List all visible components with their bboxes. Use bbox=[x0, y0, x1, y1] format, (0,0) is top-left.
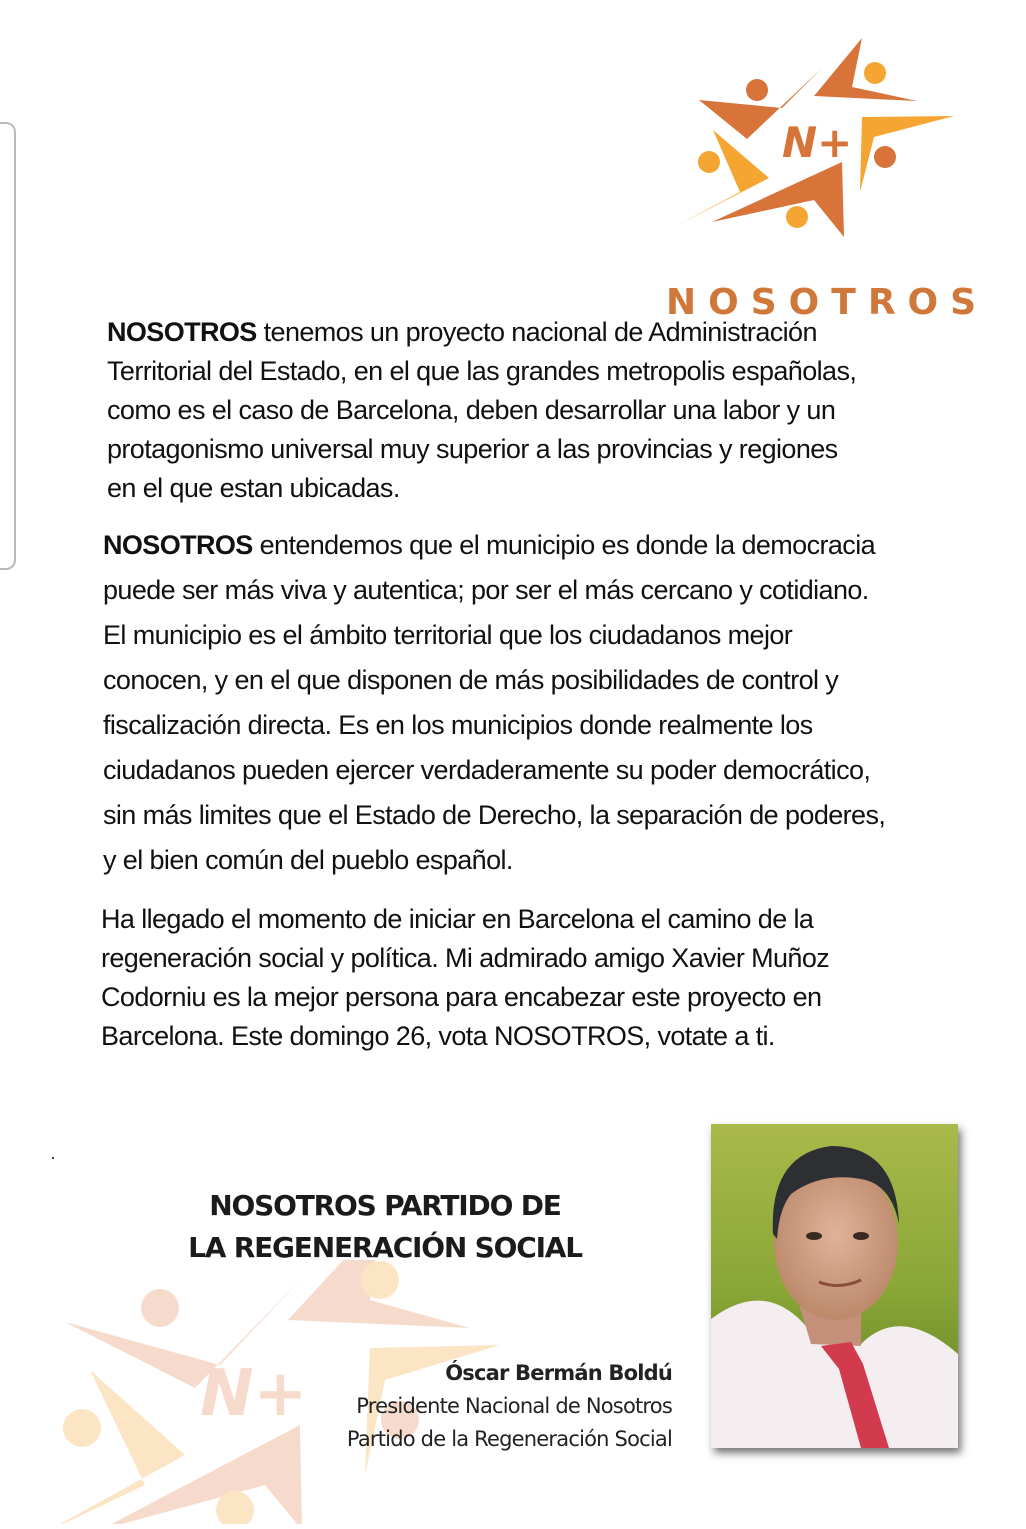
text-line: Ha llegado el momento de iniciar en Barcelona el camino de la bbox=[101, 904, 814, 934]
logo-mark: N+ bbox=[782, 118, 853, 167]
signer-role-line-1: Presidente Nacional de Nosotros bbox=[356, 1394, 672, 1418]
paragraph-llamada-al-voto bbox=[101, 900, 961, 1056]
paragraph-proyecto-nacional bbox=[107, 313, 967, 508]
bold-lead: NOSOTROS bbox=[103, 530, 253, 560]
text-line: El municipio es el ámbito territorial que los ciudadanos mejor bbox=[103, 620, 793, 650]
text-line: en el que estan ubicadas. bbox=[107, 473, 400, 503]
signer-role-line-2: Partido de la Regeneración Social bbox=[346, 1427, 672, 1451]
signer-name: Óscar Bermán Boldú bbox=[445, 1361, 672, 1385]
paragraph-municipio bbox=[103, 523, 998, 883]
text-line: sin más limites que el Estado de Derecho, la separación de poderes, bbox=[103, 800, 886, 830]
party-tagline bbox=[170, 1185, 600, 1269]
text-line: Territorial del Estado, en el que las grandes metropolis españolas, bbox=[107, 356, 857, 386]
watermark-mark: N+ bbox=[200, 1357, 308, 1431]
bold-lead: NOSOTROS bbox=[107, 317, 257, 347]
stray-dot bbox=[52, 1157, 54, 1159]
text-line: NOSOTROS entendemos que el municipio es donde la democracia bbox=[103, 530, 876, 560]
text-line: protagonismo universal muy superior a las provincias y regiones bbox=[107, 434, 838, 464]
side-bracket-decoration bbox=[0, 122, 16, 570]
star-people-icon bbox=[662, 32, 972, 282]
tagline-line-1: NOSOTROS PARTIDO DE bbox=[209, 1189, 561, 1222]
text-line: Barcelona. Este domingo 26, vota NOSOTROS, votate a ti. bbox=[101, 1021, 775, 1051]
portrait-image bbox=[711, 1124, 958, 1448]
text-line: NOSOTROS tenemos un proyecto nacional de Administración bbox=[107, 317, 817, 347]
nosotros-logo bbox=[662, 32, 989, 323]
logo-wordmark: NOSOTROS bbox=[666, 282, 989, 323]
text-line: ciudadanos pueden ejercer verdaderamente su poder democrático, bbox=[103, 755, 871, 785]
signature-block bbox=[300, 1356, 672, 1456]
text-line: puede ser más viva y autentica; por ser el más cercano y cotidiano. bbox=[103, 575, 869, 605]
text-line: Codorniu es la mejor persona para encabezar este proyecto en bbox=[101, 982, 822, 1012]
portrait-photo bbox=[711, 1124, 958, 1448]
text-line: fiscalización directa. Es en los municipios donde realmente los bbox=[103, 710, 813, 740]
text-line: y el bien común del pueblo español. bbox=[103, 845, 513, 875]
tagline-line-2: LA REGENERACIÓN SOCIAL bbox=[188, 1231, 582, 1264]
text-line: regeneración social y política. Mi admirado amigo Xavier Muñoz bbox=[101, 943, 830, 973]
text-line: como es el caso de Barcelona, deben desarrollar una labor y un bbox=[107, 395, 836, 425]
text-line: conocen, y en el que disponen de más posibilidades de control y bbox=[103, 665, 839, 695]
